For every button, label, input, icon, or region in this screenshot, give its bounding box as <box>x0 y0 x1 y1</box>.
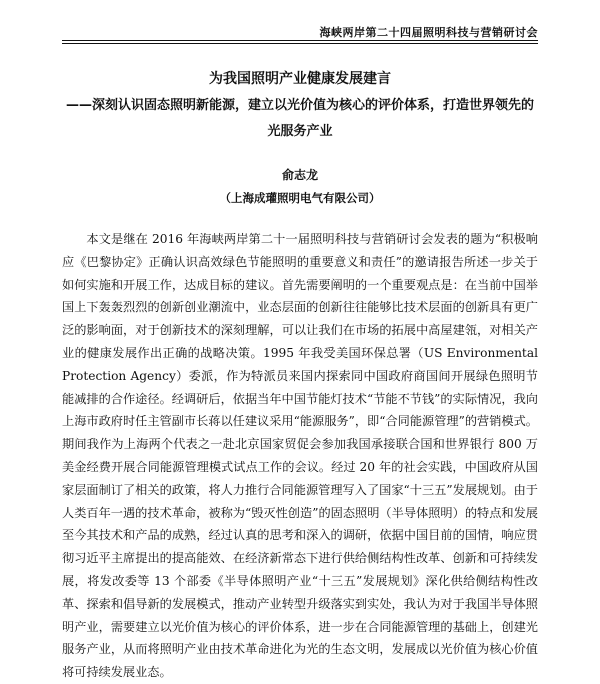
header-rule-thin <box>62 43 538 44</box>
author-name: 俞志龙 <box>281 168 318 182</box>
header-rule <box>62 40 538 41</box>
running-header <box>0 0 600 48</box>
article-body <box>62 228 538 684</box>
body-paragraph: 本文是继在 2016 年海峡两岸第二十一届照明科技与营销研讨会发表的题为“积极响应《巴黎协定》正确认识高效绿色节能照明的重要意义和责任”的邀请报告所述一步关于如何实施和开展工作，达成目标的建议。首先需要阐明的一个重要观点是：在当前中国举国上下轰轰烈烈的创新创业潮流中，业态层面的创新往往能够比技术层面的创新具有更广泛的影响面，对于创新技术的深刻理解，可以让我们在市场的拓展中高屋建瓴，对相关产业的健康发展作出正确的战略决策。1995 年我受美国环保总署（US Environmental Protection Agency）委派，作为特派员来国内探索同中国政府商国间开展绿色照明节能减排的合作途径。经调研后，依据当年中国节能灯技术“节能不节钱”的实际情况，我向上海市政府时任主管副市长蒋以任建议采用“能源服务”，即“合同能源管理”的营销模式。期间我作为上海两个代表之一赴北京国家贸促会参加我国承接联合国和世界银行 800 万美金经费开展合同能源管理模式试点工作的会议。经过 20 年的社会实践，中国政府从国家层面制订了相关的政策，将人力推行合同能源管理写入了国家“十三五”发展规划。由于人类百年一遇的技术革命，被称为“毁灭性创造”的固态照明（半导体照明）的特点和发展至今其技术和产品的成熟，经过认真的思考和深入的调研，依据中国目前的国情，响应贯彻习近平主席提出的提高能效、在经济新常态下进行供给侧结构性改革、创新和可持续发展，将发改委等 13 个部委《半导体照明产业“十三五”发展规划》深化供给侧结构性改革、探索和倡导新的发展模式，推动产业转型升级落实到实处，我认为对于我国半导体照明产业，需要建立以光价值为核心的评价体系，进一步在合同能源管理的基础上，创建光服务产业，从而将照明产业由技术革命进化为光的生态文明，发展成以光价值为核心价值将可持续发展业态。 <box>62 232 538 680</box>
author-affiliation: （上海成瓘照明电气有限公司） <box>219 191 381 205</box>
article-title: 为我国照明产业健康发展建言 <box>209 71 391 87</box>
article-subtitle: ——深刻认识固态照明新能源，建立以光价值为核心的评价体系，打造世界领先的光服务产业 <box>65 98 534 139</box>
running-title: 海峡两岸第二十四届照明科技与营销研讨会 <box>319 26 538 39</box>
